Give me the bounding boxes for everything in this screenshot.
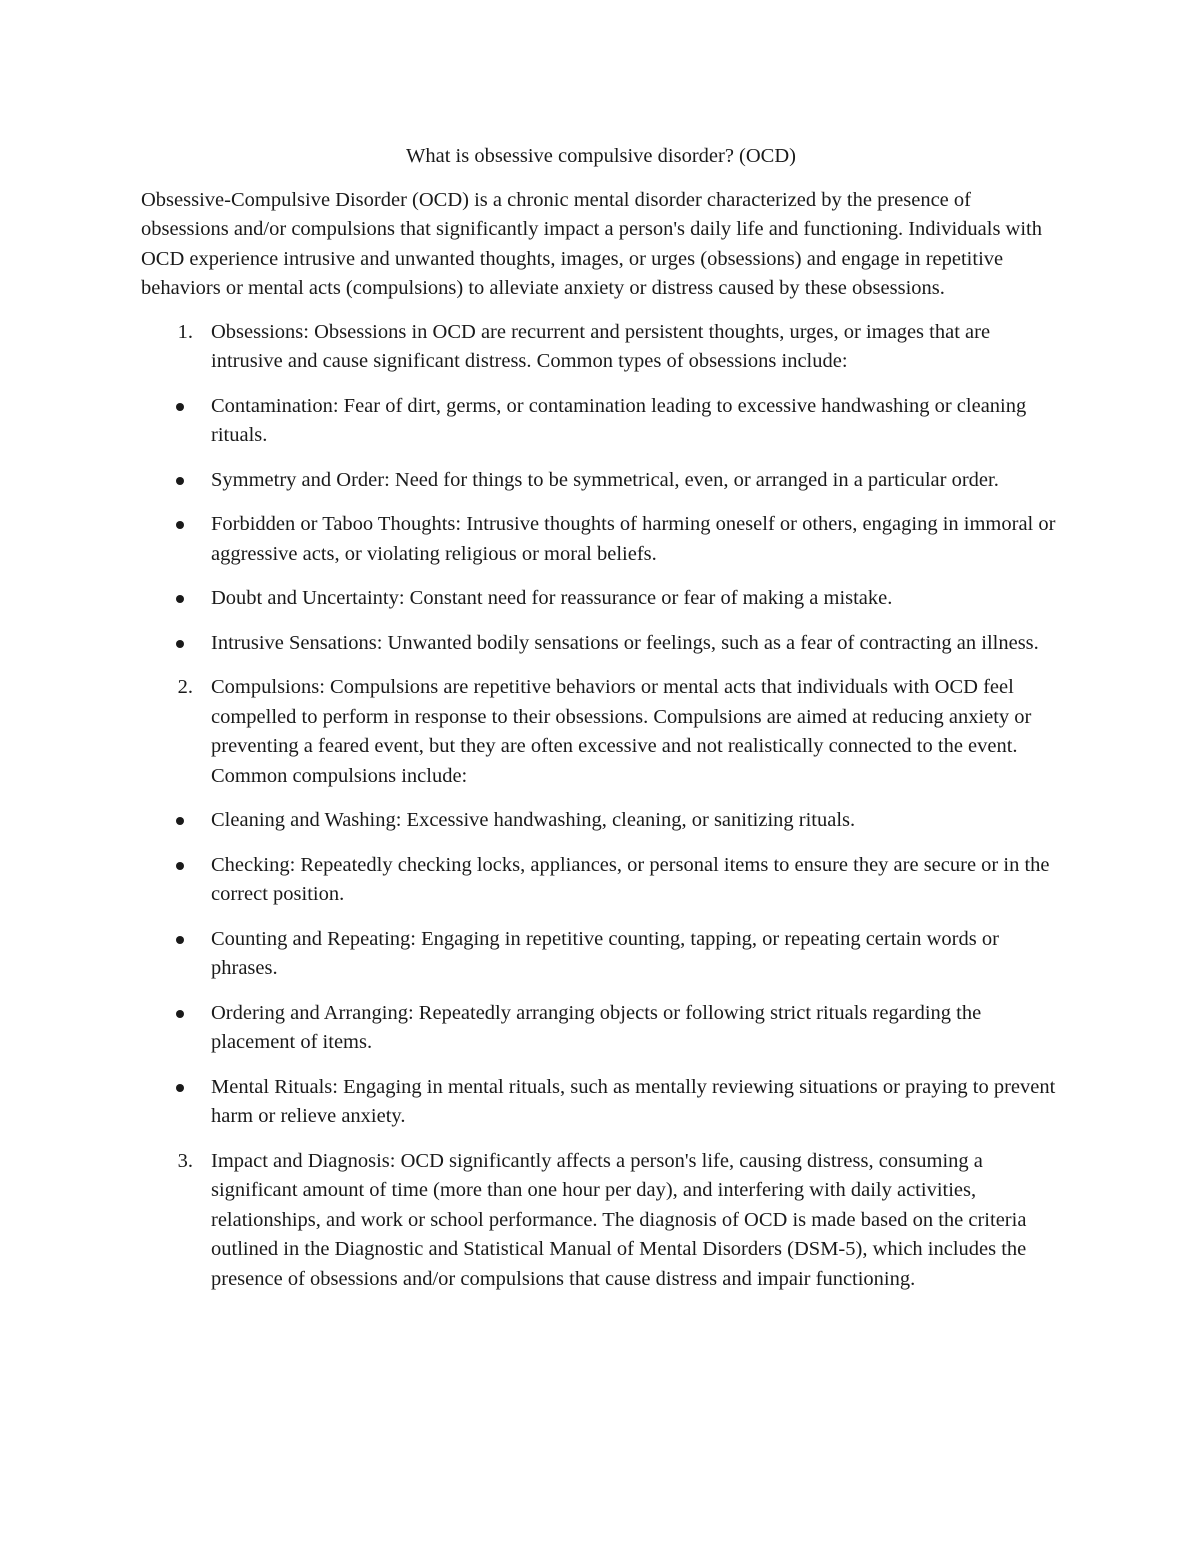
bullet-item [141,999,1061,1058]
bullet-item [141,851,1061,910]
bullet-icon [176,640,184,648]
bullet-icon [176,1084,184,1092]
bullet-text: Mental Rituals: Engaging in mental rituals, such as mentally reviewing situations or praying to prevent harm or relieve anxiety. [211,1075,1056,1127]
bullet-item [141,510,1061,569]
bullet-text: Contamination: Fear of dirt, germs, or contamination leading to excessive handwashing or cleaning rituals. [211,394,1027,446]
numbered-item-compulsions [141,673,1061,791]
numbered-item-text: Compulsions: Compulsions are repetitive behaviors or mental acts that individuals with OCD feel compelled to perform in response to their obsessions. Compulsions are aimed at reducing anxiety or preventing a feared event, but they are often excessive and not realistically connected to the event. Common compulsions include: [211,676,1032,787]
numbered-item-text: Obsessions: Obsessions in OCD are recurrent and persistent thoughts, urges, or images that are intrusive and cause significant distress. Common types of obsessions include: [211,320,991,372]
bullet-item [141,1073,1061,1132]
bullet-item [141,925,1061,984]
bullet-item [141,806,1061,836]
list-number: 1. [177,320,193,343]
bullet-text: Counting and Repeating: Engaging in repetitive counting, tapping, or repeating certain words or phrases. [211,927,999,979]
document-title: What is obsessive compulsive disorder? (OCD) [406,145,796,167]
bullet-text: Checking: Repeatedly checking locks, appliances, or personal items to ensure they are secure or in the correct position. [211,853,1050,905]
bullet-item [141,584,1061,614]
numbered-item-obsessions [141,318,1061,377]
list-number: 3. [177,1149,193,1172]
bullet-icon [176,936,184,944]
numbered-item-impact-diagnosis [141,1147,1061,1295]
bullet-icon [176,403,184,411]
intro-paragraph: Obsessive-Compulsive Disorder (OCD) is a chronic mental disorder characterized by the presence of obsessions and/or compulsions that significantly impact a person's daily life and functioning. Individuals with OCD experience intrusive and unwanted thoughts, images, or urges (obsessions) and engage in repetitive behaviors or mental acts (compulsions) to alleviate anxiety or distress caused by these obsessions. [141,188,1042,299]
bullet-text: Doubt and Uncertainty: Constant need for reassurance or fear of making a mistake. [211,587,893,609]
numbered-item-text: Impact and Diagnosis: OCD significantly affects a person's life, causing distress, consuming a significant amount of time (more than one hour per day), and interfering with daily activities, relationships, and work or school performance. The diagnosis of OCD is made based on the criteria outlined in the Diagnostic and Statistical Manual of Mental Disorders (DSM-5), which includes the presence of obsessions and/or compulsions that cause distress and impair functioning. [211,1149,1027,1290]
bullet-text: Symmetry and Order: Need for things to be symmetrical, even, or arranged in a particular order. [211,468,999,491]
bullet-text: Cleaning and Washing: Excessive handwashing, cleaning, or sanitizing rituals. [211,809,856,831]
list-number: 2. [177,676,193,698]
bullet-item [141,629,1061,659]
bullet-item [141,392,1061,451]
bullet-text: Ordering and Arranging: Repeatedly arranging objects or following strict rituals regarding the placement of items. [211,1001,982,1053]
document-body [141,142,1061,1309]
bullet-text: Intrusive Sensations: Unwanted bodily sensations or feelings, such as a fear of contracting an illness. [211,631,1039,654]
bullet-text: Forbidden or Taboo Thoughts: Intrusive thoughts of harming oneself or others, engaging in immoral or aggressive acts, or violating religious or moral beliefs. [211,513,1056,565]
bullet-icon [176,817,184,825]
bullet-icon [176,1010,184,1018]
bullet-icon [176,521,184,529]
bullet-icon [176,862,184,870]
bullet-icon [176,595,184,603]
bullet-icon [176,477,184,485]
bullet-item [141,466,1061,496]
